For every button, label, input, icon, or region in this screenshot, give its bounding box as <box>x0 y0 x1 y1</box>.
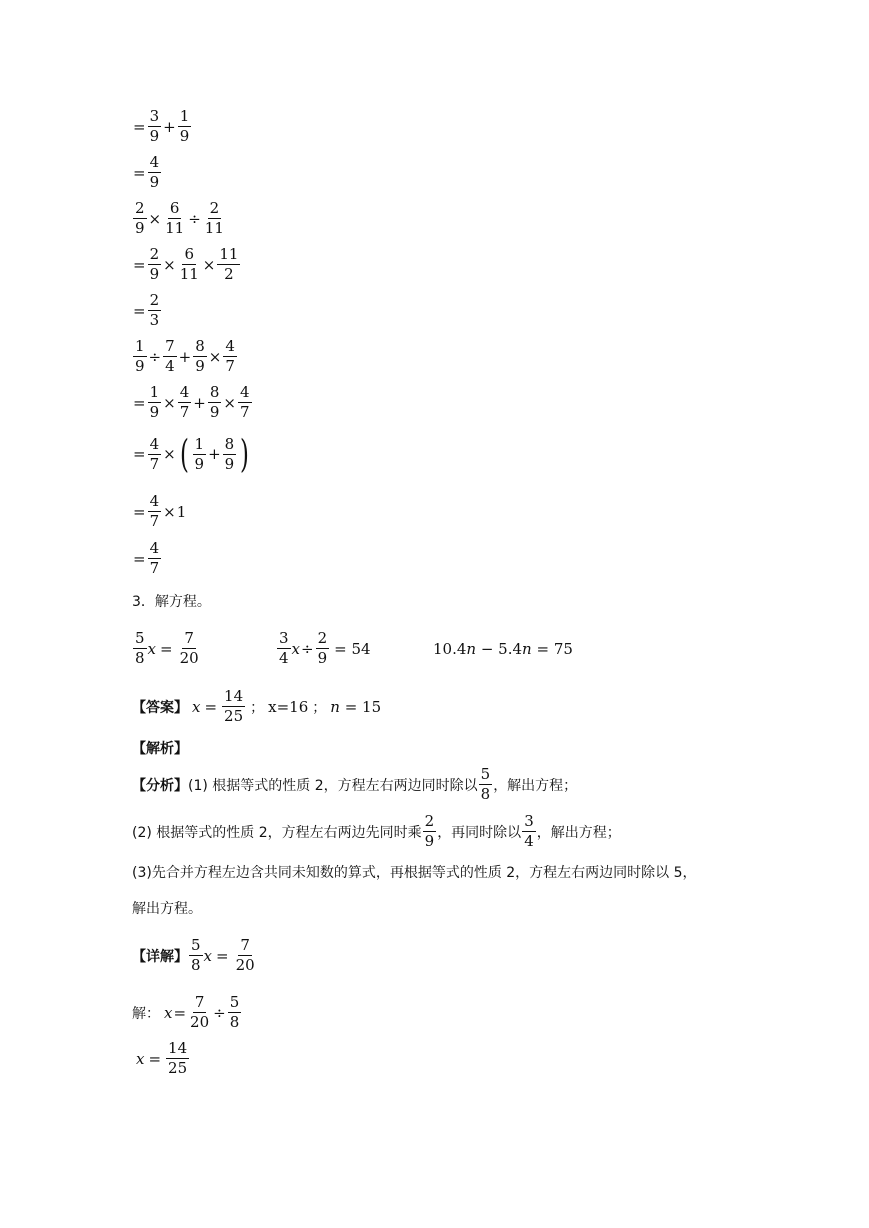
calc-line-5 <box>132 292 162 329</box>
calc-line-8 <box>132 432 252 476</box>
fraction: $\frac{1}{9}$ <box>149 383 160 421</box>
fraction: $\frac{7}{20}$ <box>190 993 210 1031</box>
plus-sign: + <box>208 445 221 463</box>
fraction: $\frac{5}{8}$ <box>229 993 240 1031</box>
question-title: 3．解方程。 <box>132 594 211 610</box>
variable: x <box>291 639 301 658</box>
equals-sign: = <box>204 697 218 716</box>
fraction: $\frac{4}{9}$ <box>149 153 160 191</box>
fraction: $\frac{2}{11}$ <box>204 199 224 237</box>
analysis-label: 【解析】 <box>132 741 188 757</box>
fraction: $\frac{2}{9}$ <box>317 629 328 667</box>
calc-line-4 <box>132 246 241 283</box>
plus-sign: + <box>178 347 192 366</box>
analysis-text: (1) 根据等式的性质 2，方程左右两边同时除以 <box>188 777 478 794</box>
fraction: $\frac{8}{9}$ <box>195 337 205 375</box>
fraction: $\frac{5}{8}$ <box>191 936 201 974</box>
solution-step-1 <box>132 994 242 1031</box>
fraction: $\frac{6}{11}$ <box>165 199 185 237</box>
fraction: $\frac{11}{2}$ <box>219 245 239 283</box>
equals-sign: = <box>133 393 146 412</box>
fraction: $\frac{8}{9}$ <box>209 383 220 421</box>
equation-rhs: = 54 <box>334 639 371 658</box>
analysis-sub-label: 【分析】 <box>132 777 188 794</box>
equation-3 <box>433 640 573 658</box>
fraction: $\frac{4}{7}$ <box>225 337 235 375</box>
equation-1 <box>132 630 276 667</box>
fraction: $\frac{2}{9}$ <box>149 245 160 283</box>
divide-sign: ÷ <box>213 1003 226 1022</box>
analysis-text: ，解出方程； <box>493 777 578 794</box>
equals-sign: = <box>133 549 146 568</box>
calc-line-2 <box>132 154 162 191</box>
fraction: $\frac{1}{9}$ <box>194 434 205 473</box>
calc-line-10 <box>132 540 162 577</box>
fraction: $\frac{2}{9}$ <box>135 199 145 237</box>
fraction: $\frac{5}{8}$ <box>480 765 491 803</box>
equals-sign: = <box>133 117 146 136</box>
analysis-text: ，再同时除以 <box>437 824 522 841</box>
equations-row <box>132 630 732 667</box>
detail-line <box>132 937 258 974</box>
fraction: $\frac{14}{25}$ <box>224 687 244 725</box>
fraction: $\frac{2}{3}$ <box>149 291 160 329</box>
times-sign: × <box>208 347 222 366</box>
variable: x <box>203 946 213 965</box>
separator: ； <box>312 699 327 716</box>
equals-sign: = <box>133 301 146 320</box>
times-sign: × <box>148 209 162 228</box>
fraction: $\frac{4}{7}$ <box>149 434 160 473</box>
number: 1 <box>176 502 187 521</box>
equals-sign: = <box>173 1003 187 1022</box>
solution-step-2 <box>136 1040 190 1077</box>
plus-sign: + <box>193 393 206 412</box>
fraction: $\frac{4}{7}$ <box>239 383 250 421</box>
equals-sign: = <box>160 639 173 658</box>
analysis-paragraph-3a: (3)先合并方程左边含共同未知数的算式，再根据等式的性质 2，方程左右两边同时除以 5， <box>132 865 697 881</box>
variable: n <box>466 639 477 658</box>
equals-sign: = <box>133 255 146 274</box>
times-sign: × <box>163 502 176 521</box>
calc-line-1 <box>132 108 192 145</box>
fraction: $\frac{5}{8}$ <box>135 629 145 667</box>
calc-line-9 <box>132 493 186 530</box>
times-sign: × <box>163 393 176 412</box>
left-paren: ( <box>179 432 189 476</box>
coefficient: − 5.4 <box>476 639 523 658</box>
calc-line-3 <box>132 200 227 237</box>
analysis-paragraph-3b: 解出方程。 <box>132 901 202 917</box>
times-sign: × <box>163 255 176 274</box>
right-paren: ) <box>240 432 250 476</box>
detail-label: 【详解】 <box>132 948 188 965</box>
fraction: $\frac{3}{4}$ <box>524 812 534 850</box>
fraction: $\frac{1}{9}$ <box>179 107 190 145</box>
variable: x <box>192 697 201 716</box>
equals-sign: = <box>133 445 146 463</box>
fraction: $\frac{4}{7}$ <box>149 492 160 530</box>
equals-sign: = <box>133 502 146 521</box>
fraction: $\frac{6}{11}$ <box>179 245 199 283</box>
times-sign: × <box>223 393 236 412</box>
separator: ； <box>250 699 265 716</box>
calc-line-7 <box>132 384 253 421</box>
variable: n <box>522 639 532 658</box>
analysis-text: (2) 根据等式的性质 2，方程左右两边先同时乘 <box>132 824 422 841</box>
analysis-paragraph-2 <box>132 813 621 850</box>
variable: n <box>330 697 340 716</box>
fraction: $\frac{14}{25}$ <box>168 1039 188 1077</box>
answer-value: = 15 <box>339 697 382 716</box>
variable: x <box>147 639 157 658</box>
fraction: $\frac{7}{20}$ <box>179 629 199 667</box>
fraction: $\frac{7}{4}$ <box>165 337 175 375</box>
analysis-paragraph-1 <box>132 766 577 803</box>
equals-sign: = <box>148 1049 162 1068</box>
calc-line-6 <box>132 338 238 375</box>
divide-sign: ÷ <box>188 209 201 228</box>
variable: x <box>136 1049 145 1068</box>
coefficient: 10.4 <box>433 639 467 658</box>
variable: x <box>164 1003 173 1022</box>
fraction: $\frac{3}{4}$ <box>279 629 289 667</box>
divide-sign: ÷ <box>301 639 314 658</box>
plus-sign: + <box>163 117 176 136</box>
equals-sign: = <box>216 946 229 965</box>
fraction: $\frac{3}{9}$ <box>149 107 160 145</box>
analysis-text: ，解出方程； <box>536 824 621 841</box>
times-sign: × <box>202 255 216 274</box>
fraction: $\frac{8}{9}$ <box>224 434 235 473</box>
answer-value: x=16 <box>268 697 309 716</box>
fraction: $\frac{7}{20}$ <box>235 936 255 974</box>
fraction: $\frac{2}{9}$ <box>424 812 435 850</box>
equation-2 <box>276 630 433 667</box>
equals-sign: = <box>133 163 146 182</box>
answer-line <box>132 688 381 725</box>
divide-sign: ÷ <box>148 347 162 366</box>
equation-rhs: = 75 <box>531 639 573 658</box>
fraction: $\frac{1}{9}$ <box>135 337 145 375</box>
times-sign: × <box>163 445 176 463</box>
solution-label: 解： <box>132 1005 160 1022</box>
fraction: $\frac{4}{7}$ <box>179 383 190 421</box>
fraction: $\frac{4}{7}$ <box>149 539 160 577</box>
answer-label: 【答案】 <box>132 699 188 716</box>
